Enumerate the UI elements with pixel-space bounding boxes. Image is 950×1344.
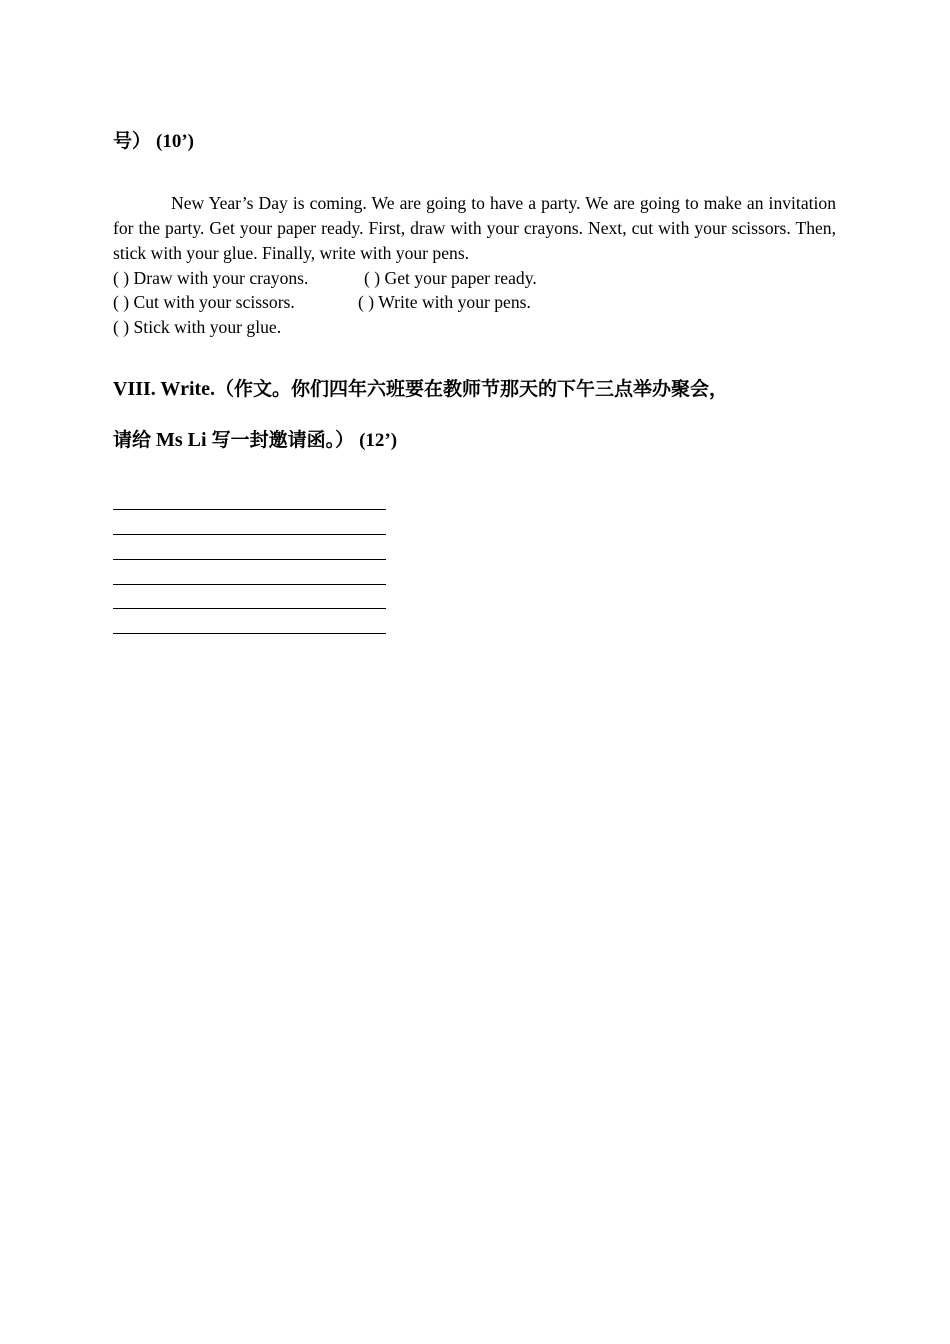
ordering-option: ( ) Write with your pens. xyxy=(358,292,531,312)
section-viii-instruction-1: （作文。你们四年六班要在教师节那天的下午三点举办聚会， xyxy=(215,378,729,400)
section-viii-instruction-2b: 写一封邀请函。） xyxy=(211,429,355,451)
section-heading-continued xyxy=(113,129,194,154)
writing-line[interactable] xyxy=(113,509,386,510)
section-viii-heading xyxy=(113,377,728,401)
ordering-option: ( ) Stick with your glue. xyxy=(113,317,282,337)
reading-passage: New Year’s Day is coming. We are going to have a party. We are going to make an invitation for the party. Get your paper ready. First, draw with your crayons. Next, cut with your scissors. Then, stick with your glue. Finally, write with your pens. xyxy=(113,193,836,263)
writing-line[interactable] xyxy=(113,534,386,535)
ordering-option: ( ) Draw with your crayons. xyxy=(113,268,309,288)
section-viii-recipient: Ms Li xyxy=(151,429,212,451)
section-viii-score: (12’) xyxy=(359,430,398,451)
writing-line[interactable] xyxy=(113,584,386,585)
section-score: (10’) xyxy=(156,131,194,152)
section-viii-heading-line2 xyxy=(113,428,397,453)
section-viii-label: VIII. Write. xyxy=(113,378,216,400)
heading-suffix: 号） xyxy=(113,130,152,152)
writing-line[interactable] xyxy=(113,608,386,609)
writing-line[interactable] xyxy=(113,559,386,560)
writing-line[interactable] xyxy=(113,633,386,634)
ordering-option: ( ) Get your paper ready. xyxy=(364,268,537,288)
section-viii-instruction-2a: 请给 xyxy=(113,429,152,451)
ordering-option: ( ) Cut with your scissors. xyxy=(113,292,295,312)
